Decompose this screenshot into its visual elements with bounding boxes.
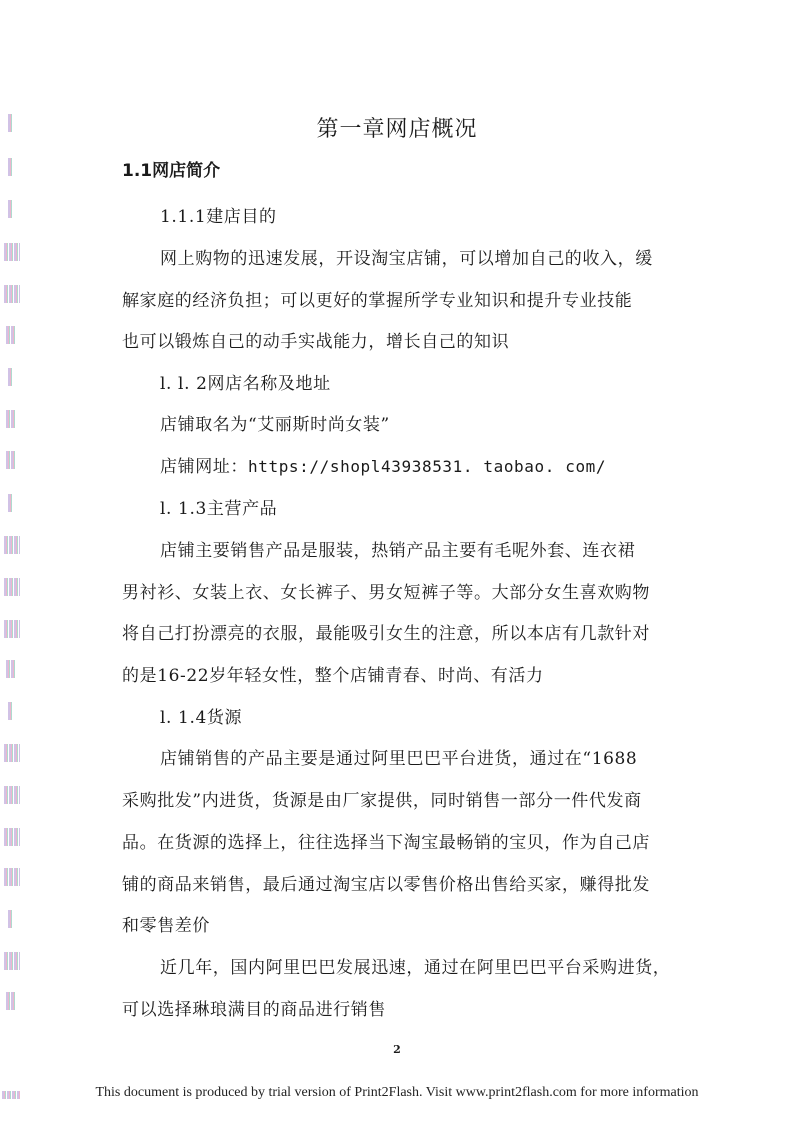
paragraph-line: 可以选择琳琅满目的商品进行销售 [122,1000,386,1020]
margin-artifact [6,660,16,678]
paragraph-line: 店铺主要销售产品是服装，热销产品主要有毛呢外套、连衣裙 [160,541,636,561]
paragraph-line: 也可以锻炼自己的动手实战能力，增长自己的知识 [122,332,510,352]
paragraph-line: 和零售差价 [122,916,210,936]
section-heading: 1.1网店简介 [122,161,221,181]
margin-artifact [4,952,20,970]
margin-artifact [4,578,20,596]
margin-artifact [4,828,20,846]
paragraph-line: 男衬衫、女装上衣、女长裤子、男女短裤子等。大部分女生喜欢购物 [122,583,650,603]
margin-artifact [4,620,20,638]
paragraph-line: 店铺销售的产品主要是通过阿里巴巴平台进货，通过在“1688 [160,749,638,769]
margin-artifact [4,285,20,303]
margin-artifact [8,910,12,928]
shop-url: https://shopl43938531. taobao. com/ [248,457,607,476]
chapter-title: 第一章网店概况 [316,117,478,142]
paragraph-line: 铺的商品来销售，最后通过淘宝店以零售价格出售给买家，赚得批发 [122,875,650,895]
margin-artifact [6,410,16,428]
shop-name-line: 店铺取名为“艾丽斯时尚女装” [160,415,390,435]
margin-artifact [6,326,16,344]
paragraph-line: 的是16-22岁年轻女性，整个店铺青春、时尚、有活力 [122,666,544,686]
subsection-heading: l. l. 2网店名称及地址 [160,374,331,394]
paragraph-line: 品。在货源的选择上，往往选择当下淘宝最畅销的宝贝，作为自己店 [122,833,650,853]
margin-artifact [4,786,20,804]
paragraph-line: 网上购物的迅速发展，开设淘宝店铺，可以增加自己的收入，缓 [160,249,653,269]
margin-artifact [8,702,12,720]
margin-artifact-strip [2,0,22,1123]
margin-artifact [4,243,20,261]
shop-url-line [160,452,606,477]
paragraph-line: 近几年，国内阿里巴巴发展迅速，通过在阿里巴巴平台采购进货， [160,958,671,978]
shop-url-label: 店铺网址： [160,457,248,477]
page-number: 2 [393,1043,401,1056]
margin-artifact [4,744,20,762]
paragraph-line: 解家庭的经济负担；可以更好的掌握所学专业知识和提升专业技能 [122,291,633,311]
margin-artifact [8,200,12,218]
margin-artifact [6,992,16,1010]
subsection-heading: l. 1.4货源 [160,708,243,728]
margin-artifact [8,158,12,176]
margin-artifact [8,368,12,386]
subsection-heading: 1.1.1建店目的 [160,207,277,227]
margin-artifact [4,536,20,554]
margin-artifact [8,494,12,512]
trial-footer: This document is produced by trial version of Print2Flash. Visit www.print2flash.com for more information [95,1085,699,1100]
margin-artifact [4,868,20,886]
paragraph-line: 采购批发”内进货，货源是由厂家提供，同时销售一部分一件代发商 [122,791,642,811]
margin-artifact [6,451,16,469]
paragraph-line: 将自己打扮漂亮的衣服，最能吸引女生的注意，所以本店有几款针对 [122,624,650,644]
subsection-heading: l. 1.3主营产品 [160,499,278,519]
